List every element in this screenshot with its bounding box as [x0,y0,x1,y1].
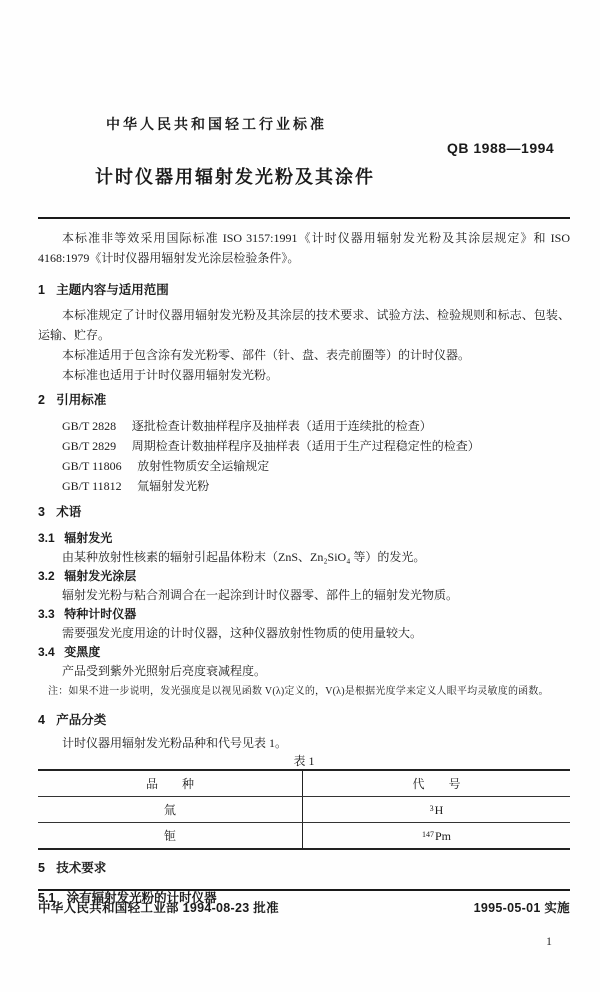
section-4-title: 产品分类 [56,713,107,727]
reference-list [38,416,570,496]
header-rule [38,217,570,219]
table-cell-species: 钷 [38,823,303,848]
reference-title: 放射性物质安全运输规定 [137,459,270,473]
reference-item [38,436,570,456]
reference-item [38,416,570,436]
page-number: 1 [546,934,552,948]
term-name: 变黑度 [64,645,101,659]
term-name: 辐射发光 [64,531,113,545]
section-3-number: 3 [38,505,45,519]
section-5-heading [38,858,570,878]
term-definition: 需要强发光度用途的计时仪器，这种仪器放射性物质的使用量较大。 [62,626,423,640]
table-row [38,823,570,848]
term-number: 3.3 [38,607,55,621]
section-2-number: 2 [38,393,45,407]
isotope-mass-number: 147 [421,829,434,839]
section-1-heading [38,280,570,300]
table-caption: 表 1 [293,754,315,768]
isotope-mass-number: 3 [429,803,434,813]
document-title: 计时仪器用辐射发光粉及其涂件 [95,167,375,187]
table-cell-code [303,823,570,848]
term-definition: 辐射发光粉与粘合剂调合在一起涂到计时仪器零、部件上的辐射发光物质。 [62,588,459,602]
term-number: 3.4 [38,645,55,659]
implementation-text: 1995-05-01 实施 [473,901,570,915]
reference-item [38,476,570,496]
foreword-paragraph: 本标准非等效采用国际标准 ISO 3157:1991《计时仪器用辐射发光粉及其涂层规定》和 ISO 4168:1979《计时仪器用辐射发光涂层检验条件》。 [38,231,570,265]
table-cell-code [303,797,570,822]
isotope-symbol: Pm [434,828,451,843]
approval-footer [38,889,570,916]
section-5-number: 5 [38,861,45,875]
table-header-row [38,771,570,797]
term-name: 辐射发光涂层 [64,569,137,583]
term-heading [38,643,570,662]
reference-title: 氚辐射发光粉 [137,479,210,493]
reference-title: 逐批检查计数抽样程序及抽样表（适用于连续批的检查） [131,419,432,433]
section-4-heading [38,710,570,730]
terms-note: 注：如果不进一步说明，发光强度是以视见函数 V(λ)定义的，V(λ)是根据光度学来定义人眼平均灵敏度的函数。 [48,686,549,697]
reference-title: 周期检查计数抽样程序及抽样表（适用于生产过程稳定性的检查） [131,439,480,453]
table-cell-species: 氚 [38,797,303,822]
standard-code: QB 1988—1994 [447,140,555,156]
section-3-title: 术语 [56,505,82,519]
reference-code: GB/T 2828 [62,419,117,433]
section-5-title: 技术要求 [56,861,107,875]
table-header-code: 代 号 [412,776,461,791]
section-1-paragraph-2: 本标准适用于包含涂有发光粉零、部件（针、盘、表壳前圈等）的计时仪器。 [62,348,471,362]
classification-table [38,769,570,850]
section-5-1-title: 涂有辐射发光粉的计时仪器 [66,891,217,905]
terms-list [38,529,570,701]
approval-text: 中华人民共和国轻工业部 1994-08-23 批准 [38,901,279,915]
table-row [38,797,570,823]
reference-code: GB/T 2829 [62,439,117,453]
section-5-1-number: 5.1 [38,891,56,905]
standard-org-line: 中华人民共和国轻工行业标准 [106,116,327,132]
reference-code: GB/T 11812 [62,479,122,493]
term-name: 特种计时仪器 [64,607,137,621]
term-heading [38,567,570,586]
section-1-number: 1 [38,283,45,297]
term-heading [38,529,570,548]
section-3-heading [38,502,570,522]
document-body [38,224,570,908]
section-2-heading [38,390,570,410]
term-definition: 产品受到紫外光照射后亮度衰减程度。 [62,664,267,678]
section-1-paragraph-3: 本标准也适用于计时仪器用辐射发光粉。 [62,368,279,382]
term-number: 3.1 [38,531,55,545]
section-1-paragraph-1: 本标准规定了计时仪器用辐射发光粉及其涂层的技术要求、试验方法、检验规则和标志、包装、运输、贮存。 [38,308,570,342]
section-4-number: 4 [38,713,45,727]
table-header-species: 品 种 [38,771,303,796]
reference-code: GB/T 11806 [62,459,122,473]
section-4-paragraph: 计时仪器用辐射发光粉品种和代号见表 1。 [62,736,288,750]
term-number: 3.2 [38,569,55,583]
section-1-title: 主题内容与适用范围 [56,283,169,297]
isotope-symbol: H [434,802,444,817]
term-heading [38,605,570,624]
section-2-title: 引用标准 [56,393,107,407]
term-definition: 由某种放射性核素的辐射引起晶体粉末（ZnS、Zn₂SiO₄ 等）的发光。 [62,550,426,564]
section-1-body [38,305,570,385]
reference-item [38,456,570,476]
